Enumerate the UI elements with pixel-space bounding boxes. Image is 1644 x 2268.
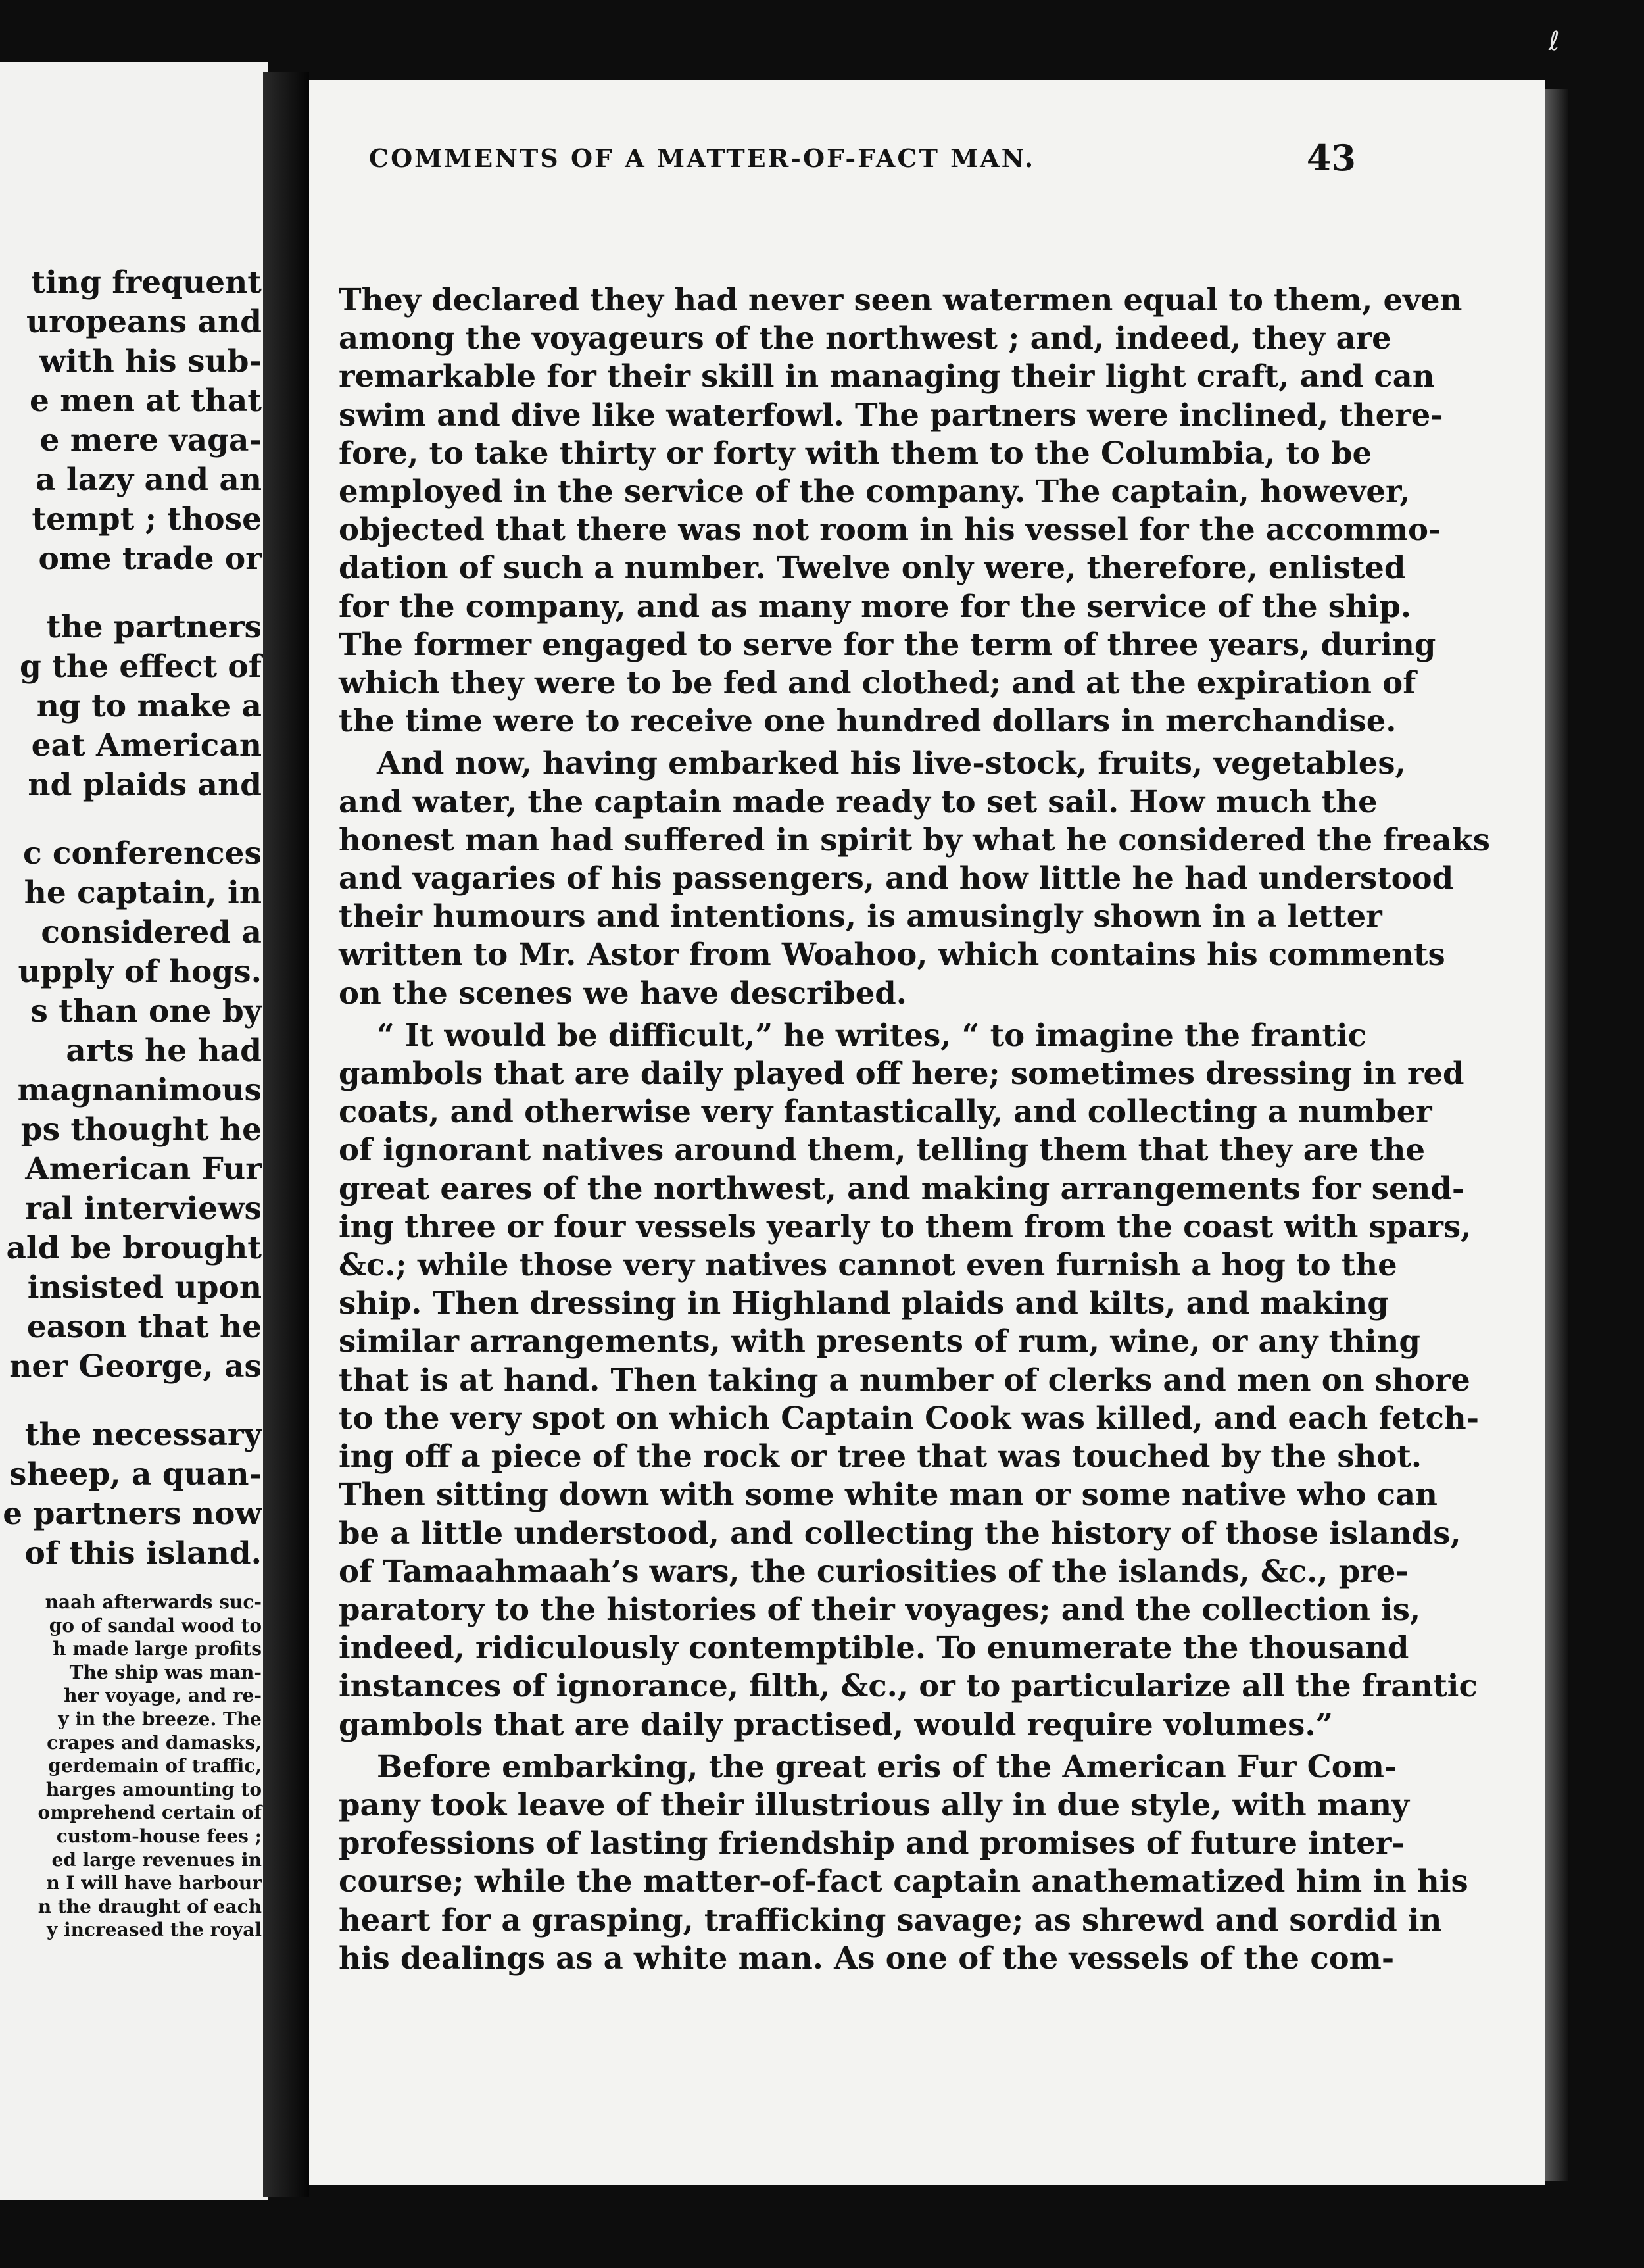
- previous-page-line: uropeans and: [26, 304, 262, 340]
- previous-page-line: e mere vaga-: [39, 422, 262, 458]
- running-head: COMMENTS OF A MATTER-OF-FACT MAN.: [368, 143, 1036, 173]
- text-line: ing off a piece of the rock or tree that was touched by the shot.: [339, 1438, 1422, 1475]
- text-line: and water, the captain made ready to set sail. How much the: [339, 783, 1378, 820]
- paragraph: [339, 744, 1490, 1012]
- previous-page-line: eason that he: [26, 1309, 262, 1345]
- previous-page-line: c conferences: [22, 835, 262, 872]
- previous-page-line: nd plaids and: [28, 767, 262, 803]
- previous-page-line: ting frequent: [31, 264, 262, 301]
- page-number: 43: [1306, 137, 1356, 179]
- previous-page-line: upply of hogs.: [18, 954, 262, 990]
- text-line: and vagaries of his passengers, and how little he had understood: [339, 860, 1454, 897]
- text-line: ing three or four vessels yearly to them from the coast with spars,: [339, 1208, 1472, 1245]
- previous-page-footnote-line: n I will have harbour: [46, 1872, 262, 1894]
- previous-page-line: insisted upon: [27, 1270, 262, 1306]
- text-line: the time were to receive one hundred dollars in merchandise.: [339, 703, 1397, 739]
- paragraph-gap: [0, 579, 262, 608]
- text-line: among the voyageurs of the northwest ; and, indeed, they are: [339, 320, 1391, 357]
- text-line: of ignorant natives around them, telling them that they are the: [339, 1131, 1426, 1168]
- previous-page-line: sheep, a quan-: [9, 1456, 262, 1492]
- previous-page-footnote-line: her voyage, and re-: [64, 1685, 262, 1707]
- previous-page-line: ng to make a: [36, 688, 262, 724]
- previous-page-line: ald be brought: [6, 1230, 262, 1266]
- scan-artifact-mark: ℓ: [1549, 26, 1560, 57]
- previous-page-line: e partners now: [3, 1496, 262, 1532]
- paragraph-gap: [0, 1387, 262, 1416]
- paragraph: [339, 1748, 1468, 1977]
- previous-page-line: arts he had: [66, 1033, 262, 1069]
- page-body-text: [339, 281, 1490, 1977]
- previous-page-line: a lazy and an: [36, 462, 262, 498]
- text-line: And now, having embarked his live-stock, fruits, vegetables,: [377, 745, 1406, 781]
- previous-page-line: g the effect of: [19, 649, 262, 685]
- previous-page-line: ps thought he: [20, 1112, 262, 1148]
- text-line: for the company, and as many more for the service of the ship.: [339, 587, 1412, 624]
- previous-page-footnote-line: gerdemain of traffic,: [48, 1755, 262, 1777]
- text-line: coats, and otherwise very fantastically, and collecting a number: [339, 1093, 1432, 1130]
- text-line: They declared they had never seen watermen equal to them, even: [339, 282, 1463, 318]
- previous-page-footnote-line: naah afterwards suc-: [45, 1591, 262, 1613]
- text-line: instances of ignorance, filth, &c., or to particularize all the frantic: [339, 1667, 1478, 1704]
- paragraph: [339, 1016, 1479, 1744]
- text-line: Then sitting down with some white man or some native who can: [339, 1476, 1438, 1513]
- text-line: honest man had suffered in spirit by what he considered the freaks: [339, 821, 1490, 858]
- text-line: fore, to take thirty or forty with them to the Columbia, to be: [339, 434, 1372, 471]
- previous-page-footnote-line: The ship was man-: [69, 1661, 262, 1683]
- previous-page-footnote-line: ed large revenues in: [51, 1848, 262, 1871]
- previous-page-footnote-line: h made large profits: [53, 1638, 262, 1660]
- previous-page-line: ner George, as: [9, 1348, 262, 1385]
- text-line: paratory to the histories of their voyages; and the collection is,: [339, 1590, 1421, 1627]
- previous-page-footnote-line: harges amounting to: [45, 1778, 262, 1800]
- previous-page-line: ral interviews: [25, 1191, 262, 1227]
- previous-page-line: with his sub-: [39, 343, 262, 380]
- text-line: Before embarking, the great eris of the American Fur Com-: [377, 1748, 1397, 1785]
- previous-page-footnote-line: crapes and damasks,: [47, 1731, 262, 1754]
- previous-page-footnote-line: omprehend certain of: [37, 1802, 262, 1824]
- previous-page-line: of this island.: [24, 1535, 262, 1571]
- page-edge-shadow: [1545, 89, 1568, 2181]
- previous-page-line: the necessary: [24, 1417, 262, 1453]
- text-line: objected that there was not room in his vessel for the accommo-: [339, 511, 1441, 548]
- text-line: his dealings as a white man. As one of the vessels of the com-: [339, 1939, 1395, 1976]
- previous-page-line: magnanimous: [17, 1072, 262, 1108]
- paragraph: [339, 281, 1463, 740]
- previous-page-footnote-line: go of sandal wood to: [49, 1614, 262, 1637]
- previous-page-line: considered a: [41, 914, 262, 950]
- previous-page-line: he captain, in: [24, 875, 262, 911]
- previous-page-line: e men at that: [29, 383, 262, 419]
- text-line: swim and dive like waterfowl. The partners were inclined, there-: [339, 396, 1443, 433]
- paragraph-gap: [0, 805, 262, 834]
- text-line: employed in the service of the company. The captain, however,: [339, 473, 1411, 510]
- text-line: which they were to be fed and clothed; and at the expiration of: [339, 664, 1416, 701]
- previous-page-line: tempt ; those: [32, 501, 262, 537]
- previous-page-line: eat American: [31, 727, 262, 764]
- text-line: to the very spot on which Captain Cook was killed, and each fetch-: [339, 1399, 1479, 1436]
- text-line: remarkable for their skill in managing their light craft, and can: [339, 358, 1435, 395]
- text-line: written to Mr. Astor from Woahoo, which contains his comments: [339, 936, 1445, 973]
- text-line: gambols that are daily played off here; sometimes dressing in red: [339, 1055, 1464, 1092]
- previous-page-footnote-line: n the draught of each: [37, 1895, 262, 1917]
- text-line: gambols that are daily practised, would require volumes.”: [339, 1706, 1334, 1742]
- text-line: course; while the matter-of-fact captain anathematized him in his: [339, 1863, 1468, 1900]
- text-line: their humours and intentions, is amusingly shown in a letter: [339, 898, 1382, 935]
- previous-page-line: American Fur: [25, 1151, 262, 1187]
- text-line: dation of such a number. Twelve only were, therefore, enlisted: [339, 549, 1406, 586]
- previous-page-footnote-line: y increased the royal: [46, 1919, 262, 1941]
- previous-page-footnote-line: custom-house fees ;: [56, 1825, 262, 1847]
- text-line: indeed, ridiculously contemptible. To enumerate the thousand: [339, 1629, 1409, 1666]
- text-line: The former engaged to serve for the term of three years, during: [339, 626, 1436, 662]
- previous-page: [0, 62, 268, 2200]
- text-line: on the scenes we have described.: [339, 974, 907, 1011]
- previous-page-footnote-line: y in the breeze. The: [58, 1708, 262, 1730]
- text-line: professions of lasting friendship and promises of future inter-: [339, 1825, 1405, 1861]
- text-line: of Tamaahmaah’s wars, the curiosities of the islands, &c., pre-: [339, 1552, 1409, 1589]
- previous-page-line: ome trade or: [38, 541, 262, 577]
- text-line: ship. Then dressing in Highland plaids and kilts, and making: [339, 1285, 1389, 1321]
- text-line: pany took leave of their illustrious ally in due style, with many: [339, 1786, 1410, 1823]
- text-line: similar arrangements, with presents of rum, wine, or any thing: [339, 1323, 1420, 1360]
- text-line: &c.; while those very natives cannot even furnish a hog to the: [339, 1246, 1397, 1283]
- text-line: heart for a grasping, trafficking savage; as shrewd and sordid in: [339, 1901, 1442, 1938]
- book-spine-shadow: [263, 72, 309, 2197]
- previous-page-text: [0, 263, 262, 1942]
- text-line: be a little understood, and collecting the history of those islands,: [339, 1514, 1461, 1551]
- previous-page-line: s than one by: [30, 993, 262, 1029]
- previous-page-line: the partners: [46, 609, 262, 645]
- text-line: great eares of the northwest, and making arrangements for send-: [339, 1170, 1465, 1206]
- text-line: that is at hand. Then taking a number of clerks and men on shore: [339, 1361, 1470, 1398]
- text-line: “ It would be difficult,” he writes, “ to imagine the frantic: [377, 1016, 1366, 1053]
